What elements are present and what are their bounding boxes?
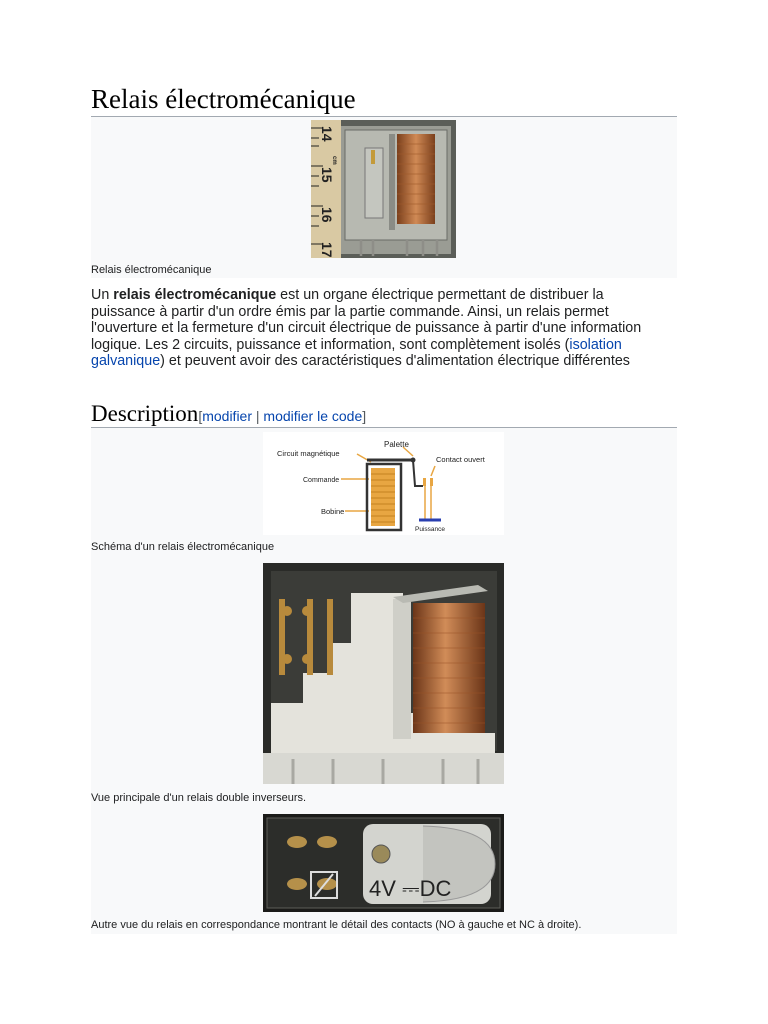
infobox-thumbnail xyxy=(91,117,677,278)
relay-schema[interactable] xyxy=(263,432,504,535)
ruler-label: 14 xyxy=(319,126,335,142)
bold-term: relais électromécanique xyxy=(113,287,277,303)
edit-link[interactable]: modifier xyxy=(202,408,252,424)
isolation-galvanique-link[interactable]: isolation galvanique xyxy=(91,336,622,370)
schema-label: Contact ouvert xyxy=(436,455,485,464)
ruler-label: 15 xyxy=(319,167,335,183)
schema-label: Palette xyxy=(384,440,409,449)
schema-label: Bobine xyxy=(321,507,345,516)
intro-paragraph: Un relais électromécanique est un organe électrique permettant de distribuer la puissance à partir d'un ordre émis par la partie commande. Ainsi, un relais permet l'ouverture et la fermeture d'un circuit électrique de puissance à partir d'une information logique. Les 2 circuits, puissance et information, sont complètement isolés (isolation galvanique) et peuvent avoir des caractéristiques d'alimentation électrique différentes xyxy=(91,287,642,370)
detail-marking: 4V ⎓DC xyxy=(369,876,452,901)
schema-label: Commande xyxy=(303,477,340,484)
ruler-label: cm xyxy=(331,156,337,165)
figure-caption: Schéma d'un relais électromécanique xyxy=(91,541,275,553)
relay-photo[interactable] xyxy=(311,120,456,258)
schema-label: Circuit magnétique xyxy=(277,449,340,458)
figure-caption: Autre vue du relais en correspondance montrant le détail des contacts (NO à gauche et NC à droite). xyxy=(91,919,582,931)
schema-label: Puissance xyxy=(415,526,445,533)
relay-detail-view[interactable] xyxy=(263,814,504,912)
figure-caption: Vue principale d'un relais double inverseurs. xyxy=(91,792,307,804)
figure-caption: Relais électromécanique xyxy=(91,264,212,276)
page-title: Relais électromécanique xyxy=(91,84,356,114)
edit-source-link[interactable]: modifier le code xyxy=(263,408,363,424)
ruler-label: 16 xyxy=(319,207,335,223)
figures-block xyxy=(91,428,677,934)
section-heading: Description[modifier | modifier le code] xyxy=(91,401,367,426)
relay-main-view[interactable] xyxy=(263,563,504,784)
edit-section: [modifier | modifier le code] xyxy=(198,408,367,424)
ruler-label: 17 xyxy=(319,242,335,258)
